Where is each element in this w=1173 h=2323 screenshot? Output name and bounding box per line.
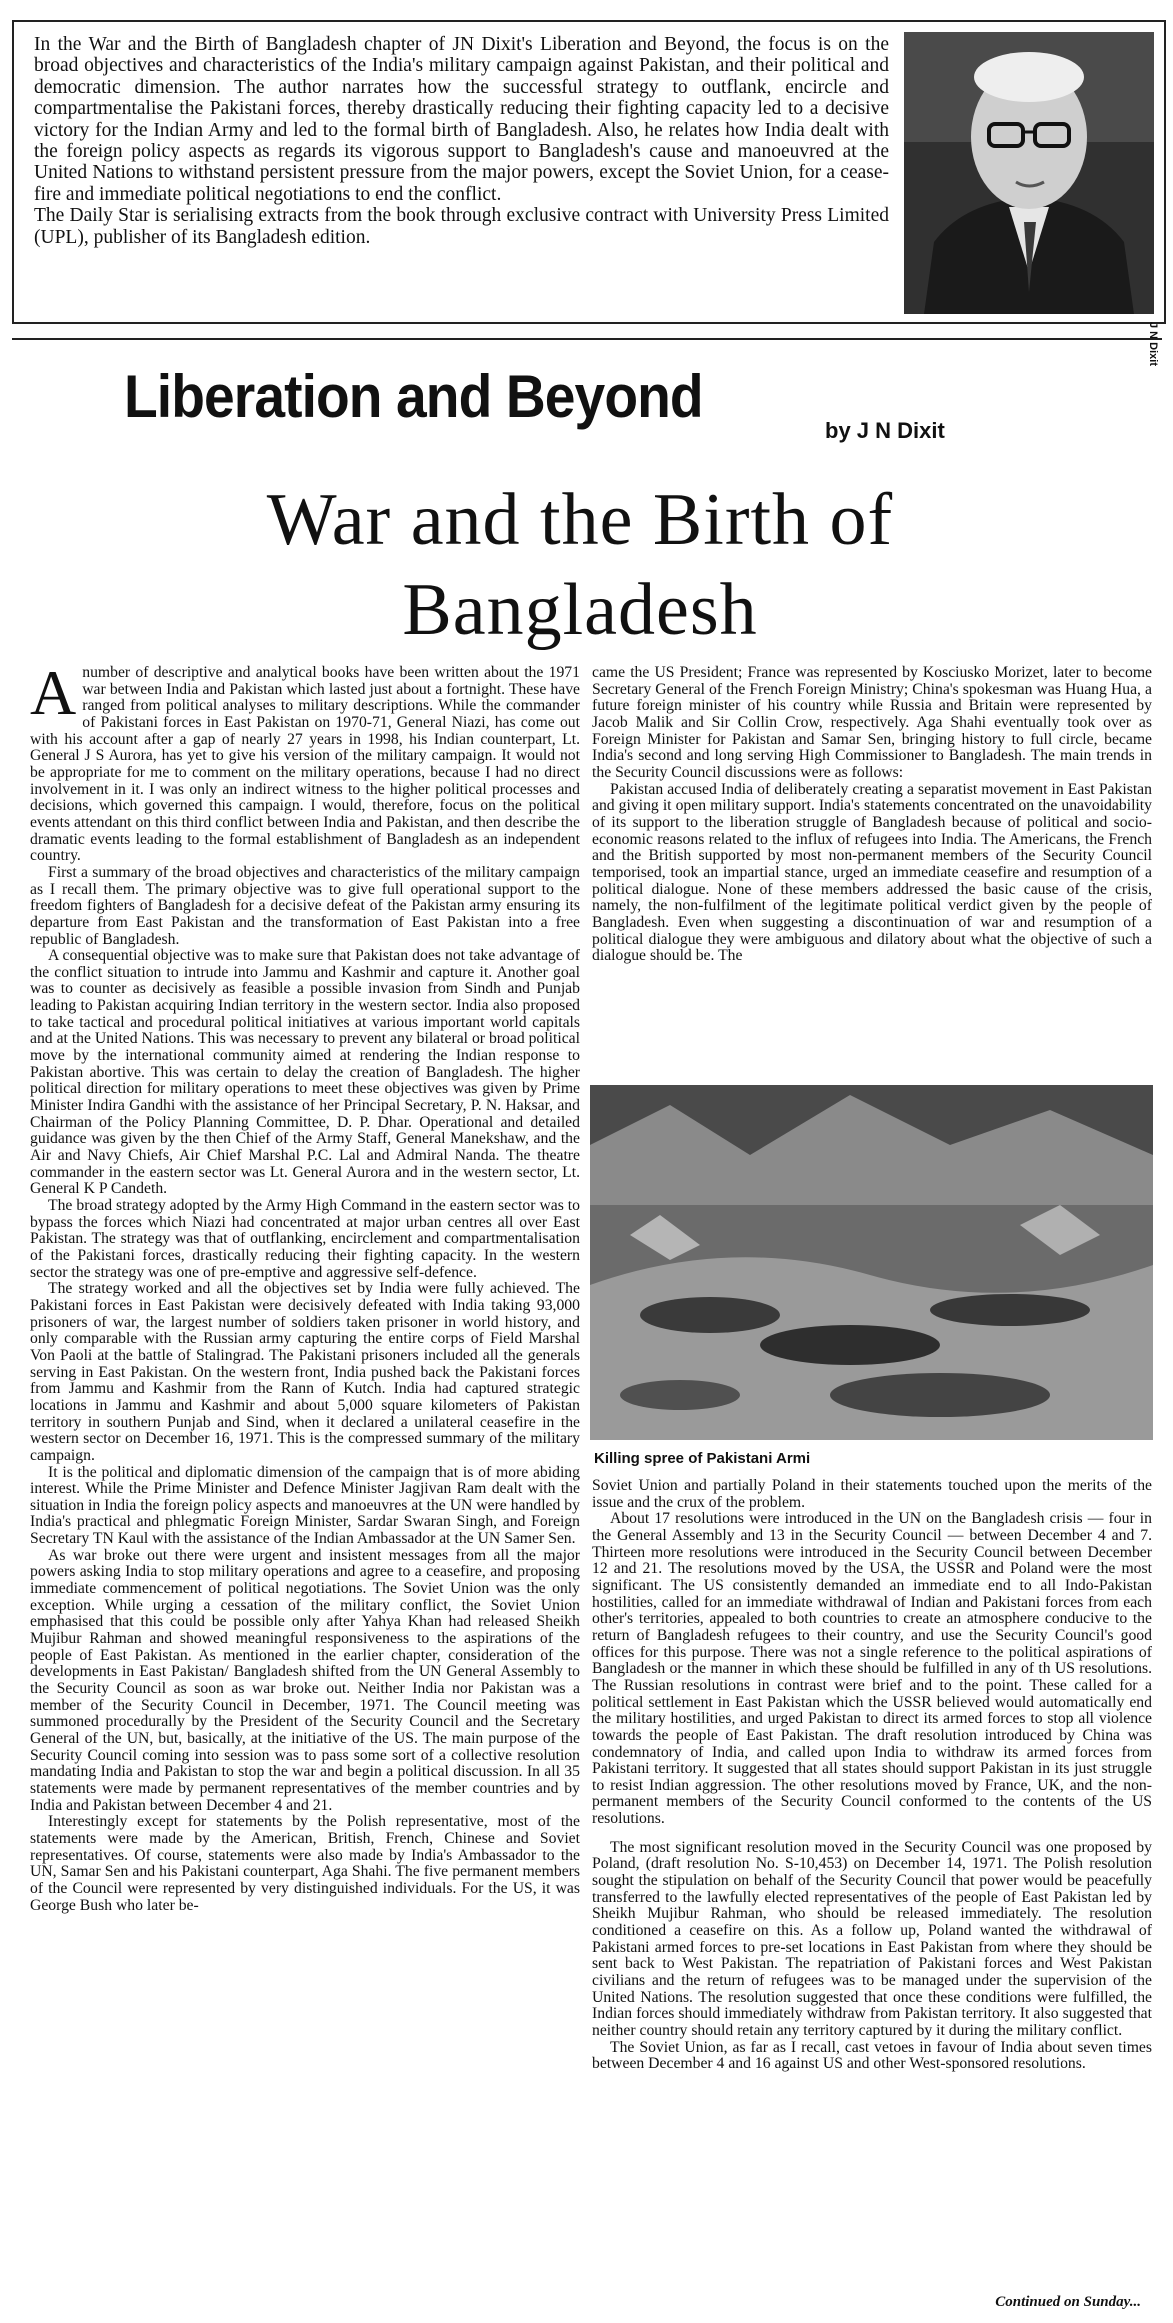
series-title: Liberation and Beyond [124,363,703,430]
separator-rule [12,338,1162,340]
paragraph: Interestingly except for statements by the Polish representative, most of the statements were made by the American, British, French, Chinese and Soviet representatives. Of course, statements were also made by India's Ambassador to the UN, Samar Sen and his Pakistani counterpart, Aga Shahi. The five permanent members of the Council were represented by very distinguished individuals. For the US, it was George Bush who later be- [30,1813,580,1914]
paragraph: came the US President; France was represented by Kosciusko Morizet, later to become Secretary General of the French Foreign Ministry; China's spokesman was Huang Hua, a future foreign minister of his country while Russia and Britain were represented by Jacob Malik and Sir Collin Crow, respectively. Aga Shahi eventually took over as Foreign Minister for Pakistan and Samar Sen, bringing history to full circle, became India's second and long serving High Commissioner to Bangladesh. The main trends in the Security Council discussions were as follows: [592,664,1152,781]
intro-box [12,20,1166,367]
paragraph: It is the political and diplomatic dimension of the campaign that is of more abiding interest. While the Prime Minister and Defence Minister Jagjivan Ram dealt with the situation in India the foreign policy aspects and manoeuvres at the UN were handled by India's practical and phlegmatic Foreign Minister, Sardar Swaran Singh, and Foreign Secretary TN Kaul with the assistance of the Indian Ambassador at the UN Samer Sen. [30,1463,580,1548]
author-portrait-image [904,32,1154,314]
paragraph: About 17 resolutions were introduced in the UN on the Bangladesh crisis — four in the General Assembly and 13 in the Security Council — between December 4 and 7. Thirteen more resolutions were introduced in the Security Council between December 12 and 21. The resolutions moved by the USA, the USSR and Poland were the most significant. The US consistently demanded an immediate end to all Indo-Pakistan hostilities, called for an immediate withdrawal of Indian and Pakistani forces from each other's territories, appealed to both countries to create an atmosphere conducive to the return of Bangladesh refugees to their country, and use the Security Council's good offices for this purpose. There was not a single reference to the political aspirations of Bangladesh or the manner in which these should be fulfilled in any of th US resolutions. The Russian resolutions in contrast were brief and to the point. These called for a political settlement in East Pakistan which the USSR believed would automatically end the military hostilities, and urged Pakistan to direct its armed forces to stop all violence towards the people of East Pakistan. The draft resolution introduced by China was condemnatory of India, and called upon India to withdraw its armed forces from Pakistani territory. It suggested that all states should support Pakistan in its just struggle to resist Indian aggression. The other resolutions moved by France, UK, and the non-permanent members of the Security Council conformed to the contents of the US resolutions. [592,1510,1152,1828]
paragraph: A consequential objective was to make sure that Pakistan does not take advantage of the conflict situation to intrude into Jammu and Kashmir and capture it. Another goal was to counter as decisively as feasible a possible invasion from Sindh and Punjab leading to Pakistan acquiring Indian territory in the western sector. India also proposed to take tactical and procedural political initiatives at various important world capitals and at the United Nations. This was necessary to prevent any bilateral or broad political move by the international community aimed at rendering the Indian response to Pakistan abortive. This was certain to delay the creation of Bangladesh. The higher political direction for military operations to meet these objectives was given by Prime Minister Indira Gandhi with the assistance of her Principal Secretary, P. N. Haksar, and Chairman of the Policy Planning Committee, D. P. Dhar. Operational and detailed guidance was given by the then Chief of the Army Staff, General Manekshaw, and the Air and Navy Chiefs, Air Chief Marshal P.C. Lal and Admiral Nanda. The theatre commander in the eastern sector was Lt. General Aurora and in the western sector, Lt. General K P Candeth. [30,947,580,1198]
intro-paragraph: In the War and the Birth of Bangladesh chapter of JN Dixit's Liberation and Beyond, the focus is on the broad objectives and characteristics of the India's military campaign against Pakistan, and their political and democratic dimension. The author narrates how the successful strategy to outflank, encircle and compartmentalise the Pakistani forces, thereby drastically reducing their fighting capacity led to a decisive victory for the Indian Army and led to the formal birth of Bangladesh. Also, he relates how India dealt with the foreign policy aspects as regards its vigorous support to Bangladesh's cause and manoeuvred at the United Nations to withstand persistent pressure from the major powers, except the Soviet Union, for a cease-fire and immediate political negotiations to end the conflict. [34,34,889,205]
headline-line-2: Bangladesh [402,569,758,651]
article-column-1 [30,657,580,1914]
continued-note: Continued on Sunday... [995,2294,1141,2310]
article-column-2-top [592,665,1152,965]
paragraph: The broad strategy adopted by the Army High Command in the eastern sector was to bypass the forces which Niazi had concentrated at major urban centres all over East Pakistan. The strategy was that of outflanking, encirclement and compartmentalisation of the Pakistani forces, drastically reducing their fighting capacity. In the western sector the strategy was one of pre-emptive and aggressive self-defence. [30,1197,580,1281]
author-portrait [904,32,1154,314]
headline-line-1: War and the Birth of [266,479,894,561]
paragraph: Pakistan accused India of deliberately creating a separatist movement in East Pakistan and giving it open military support. India's statements concentrated on the unavoidability of its support to the liberation struggle of Bangladesh because of political and socio-economic reasons related to the influx of refugees into India. The Americans, the French and the British supported by most non-permanent members of the Security Council temporised, took an impartial stance, urged an immediate ceasefire and resumption of a political dialogue. None of these members addressed the basic cause of the crisis, namely, the non-fulfilment of the legitimate political verdict given by the people of Bangladesh. Even when suggesting a discontinuation of war and resumption of a political dialogue they were ambiguous and dilatory about what the objective of such a dialogue should be. The [592,780,1152,965]
byline: by J N Dixit [825,418,945,443]
drop-cap: A [30,657,77,728]
war-photo-image [590,1085,1153,1440]
paragraph: The strategy worked and all the objectives set by India were fully achieved. The Pakistani forces in East Pakistan were decisively defeated with India taking 93,000 prisoners of war, the largest number of soldiers taken prisoner in world history, and only comparable with the Russian army capturing the entire corps of Field Marshal Von Paoli at the battle of Stalingrad. The Pakistani prisoners included all the generals serving in East Pakistan. On the western front, India pushed back the Pakistani forces from Jammu and Kashmir from the Rann of Kutch. India had captured strategic locations in Jammu and Kashmir and about 5,000 square kilometers of Pakistan territory in southern Punjab and Sind, when it declared a unilateral ceasefire in the western sector on December 16, 1971. This is the compressed summary of the military campaign. [30,1280,580,1464]
intro-text [34,34,889,248]
paragraph: The Soviet Union, as far as I recall, cast vetoes in favour of India about seven times between December 4 and 16 against US and other West-sponsored resolutions. [592,2038,1152,2073]
paragraph: Soviet Union and partially Poland in their statements touched upon the merits of the issue and the crux of the problem. [592,1477,1152,1511]
paragraph: As war broke out there were urgent and insistent messages from all the major powers asking India to stop military operations and agree to a ceasefire, and proposing immediate commencement of political negotiations. The Soviet Union was the only exception. While urging a cessation of the military conflict, the Soviet Union emphasised that this could be possible only after Yahya Khan had released Sheikh Mujibur Rahman and showed meaningful responsiveness to the aspirations of the people of East Pakistan. As mentioned in the earlier chapter, consideration of the developments in East Pakistan/ Bangladesh shifted from the UN General Assembly to the Security Council as soon as war broke out. Neither India nor Pakistan was a member of the Security Council in December, 1971. The Council meeting was summoned procedurally by the President of the Security Council and the Secretary General of the UN, but, basically, at the initiative of the US. The main purpose of the Security Council coming into session was to pass some sort of a collective resolution mandating India and Pakistan to stop the war and begin a political discussion. In all 35 statements were made by permanent representatives of the member countries and by India and Pakistan between December 4 and 21. [30,1546,580,1814]
war-photo [590,1085,1153,1440]
article-column-2-bottom [592,1478,1152,2073]
paragraph: The most significant resolution moved in the Security Council was one proposed by Poland, (draft resolution No. S-10,453) on December 14, 1971. The Polish resolution sought the stipulation on behalf of the Security Council that power would be peacefully transferred to the lawfully elected representatives of the people of East Pakistan led by Sheikh Mujibur Rahman, who should be released immediately. The resolution conditioned a ceasefire on this. As a follow up, Poland wanted the withdrawal of Pakistani armed forces to pre-set locations in East Pakistan from where they should be sent back to West Pakistan. The repatriation of Pakistani forces and West Pakistan civilians and the return of refugees was to be managed under the supervision of the United Nations. The resolution suggested that once these conditions were fulfilled, the Indian forces should immediately withdraw from Pakistan territory. It also suggested that neither country should retain any territory captured by it during the military conflict. [592,1838,1152,2039]
photo-credit: J N Dixit [1147,322,1159,367]
figure-caption: Killing spree of Pakistani Armi [594,1450,811,1467]
paragraph-text: number of descriptive and analytical books have been written about the 1971 war between India and Pakistan which lasted just about a fortnight. These have ranged from political analyses to military descriptions. While the commander of Pakistani forces in East Pakistan on 1970-71, General Niazi, has come out with his account after a gap of nearly 27 years in 1998, his Indian counterpart, Lt. General J S Aurora, has yet to give his version of the military campaign. It would not be appropriate for me to comment on the military operations, because I had no direct involvement in it. I was only an indirect witness to the higher political processes and decisions, which governed this campaign. I would, therefore, focus on the political events attendant on this third conflict between India and Pakistan, and then describe the dramatic events leading to the formal establishment of Bangladesh as an independent country. [30,664,580,865]
paragraph: First a summary of the broad objectives and characteristics of the military campaign as I recall them. The primary objective was to give full operational support to the freedom fighters of Bangladesh for a decisive defeat of the Pakistan army ensuring its departure from East Pakistan and the transformation of East Pakistan into a free republic of Bangladesh. [30,863,580,948]
intro-paragraph: The Daily Star is serialising extracts from the book through exclusive contract with University Press Limited (UPL), publisher of its Bangladesh edition. [34,205,889,248]
paragraph [30,657,580,865]
